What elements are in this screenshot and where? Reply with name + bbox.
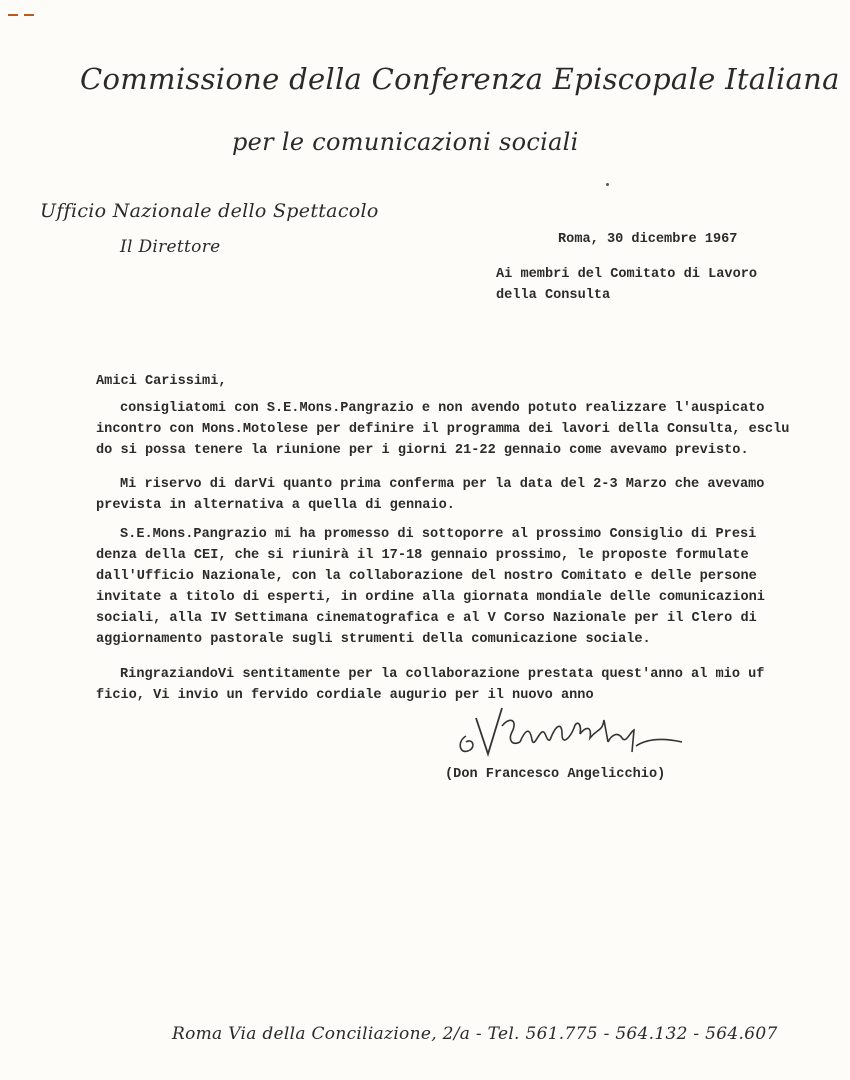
paragraph-line: incontro con Mons.Motolese per definire il programma dei lavori della Consulta, esclu <box>96 422 790 437</box>
director-title: Il Direttore <box>120 237 221 257</box>
office-name: Ufficio Nazionale dello Spettacolo <box>40 200 379 222</box>
paragraph-line: prevista in alternativa a quella di gennaio. <box>96 498 455 513</box>
paragraph-line: dall'Ufficio Nazionale, con la collaborazione del nostro Comitato e delle persone <box>96 569 757 584</box>
paragraph-line: do si possa tenere la riunione per i giorni 21-22 gennaio come avevamo previsto. <box>96 443 749 458</box>
paragraph-line: denza della CEI, che si riunirà il 17-18 gennaio prossimo, le proposte formulate <box>96 548 749 563</box>
corner-mark <box>6 12 36 18</box>
handwritten-signature <box>452 698 692 770</box>
signatory-name: (Don Francesco Angelicchio) <box>445 767 666 782</box>
paragraph-line: S.E.Mons.Pangrazio mi ha promesso di sottoporre al prossimo Consiglio di Presi <box>120 527 757 542</box>
paragraph-line: ficio, Vi invio un fervido cordiale augurio per il nuovo anno <box>96 688 594 703</box>
paragraph-line: sociali, alla IV Settimana cinematografica e al V Corso Nazionale per il Clero di <box>96 611 757 626</box>
letterhead-footer: Roma Via della Conciliazione, 2/a - Tel. 561.775 - 564.132 - 564.607 <box>172 1024 778 1044</box>
paragraph-line: consigliatomi con S.E.Mons.Pangrazio e non avendo potuto realizzare l'auspicato <box>120 401 765 416</box>
ink-speck <box>606 183 609 186</box>
recipient-line: Ai membri del Comitato di Lavoro <box>496 267 758 282</box>
letterhead-title: Commissione della Conferenza Episcopale Italiana <box>80 62 840 96</box>
recipient-block <box>496 264 757 306</box>
salutation: Amici Carissimi, <box>96 374 227 389</box>
paragraph-line: Mi riservo di darVi quanto prima conferma per la data del 2-3 Marzo che avevamo <box>120 477 765 492</box>
paragraph-line: invitate a titolo di esperti, in ordine alla giornata mondiale delle comunicazioni <box>96 590 765 605</box>
body-paragraph <box>96 398 789 461</box>
paragraph-line: aggiornamento pastorale sugli strumenti della comunicazione sociale. <box>96 632 651 647</box>
letterhead-subtitle: per le comunicazioni sociali <box>232 128 579 156</box>
paragraph-line: RingraziandoVi sentitamente per la collaborazione prestata quest'anno al mio uf <box>120 667 765 682</box>
body-paragraph <box>96 474 764 516</box>
letter-date: Roma, 30 dicembre 1967 <box>558 232 738 247</box>
body-paragraph <box>96 524 765 650</box>
recipient-line: della Consulta <box>496 288 611 303</box>
